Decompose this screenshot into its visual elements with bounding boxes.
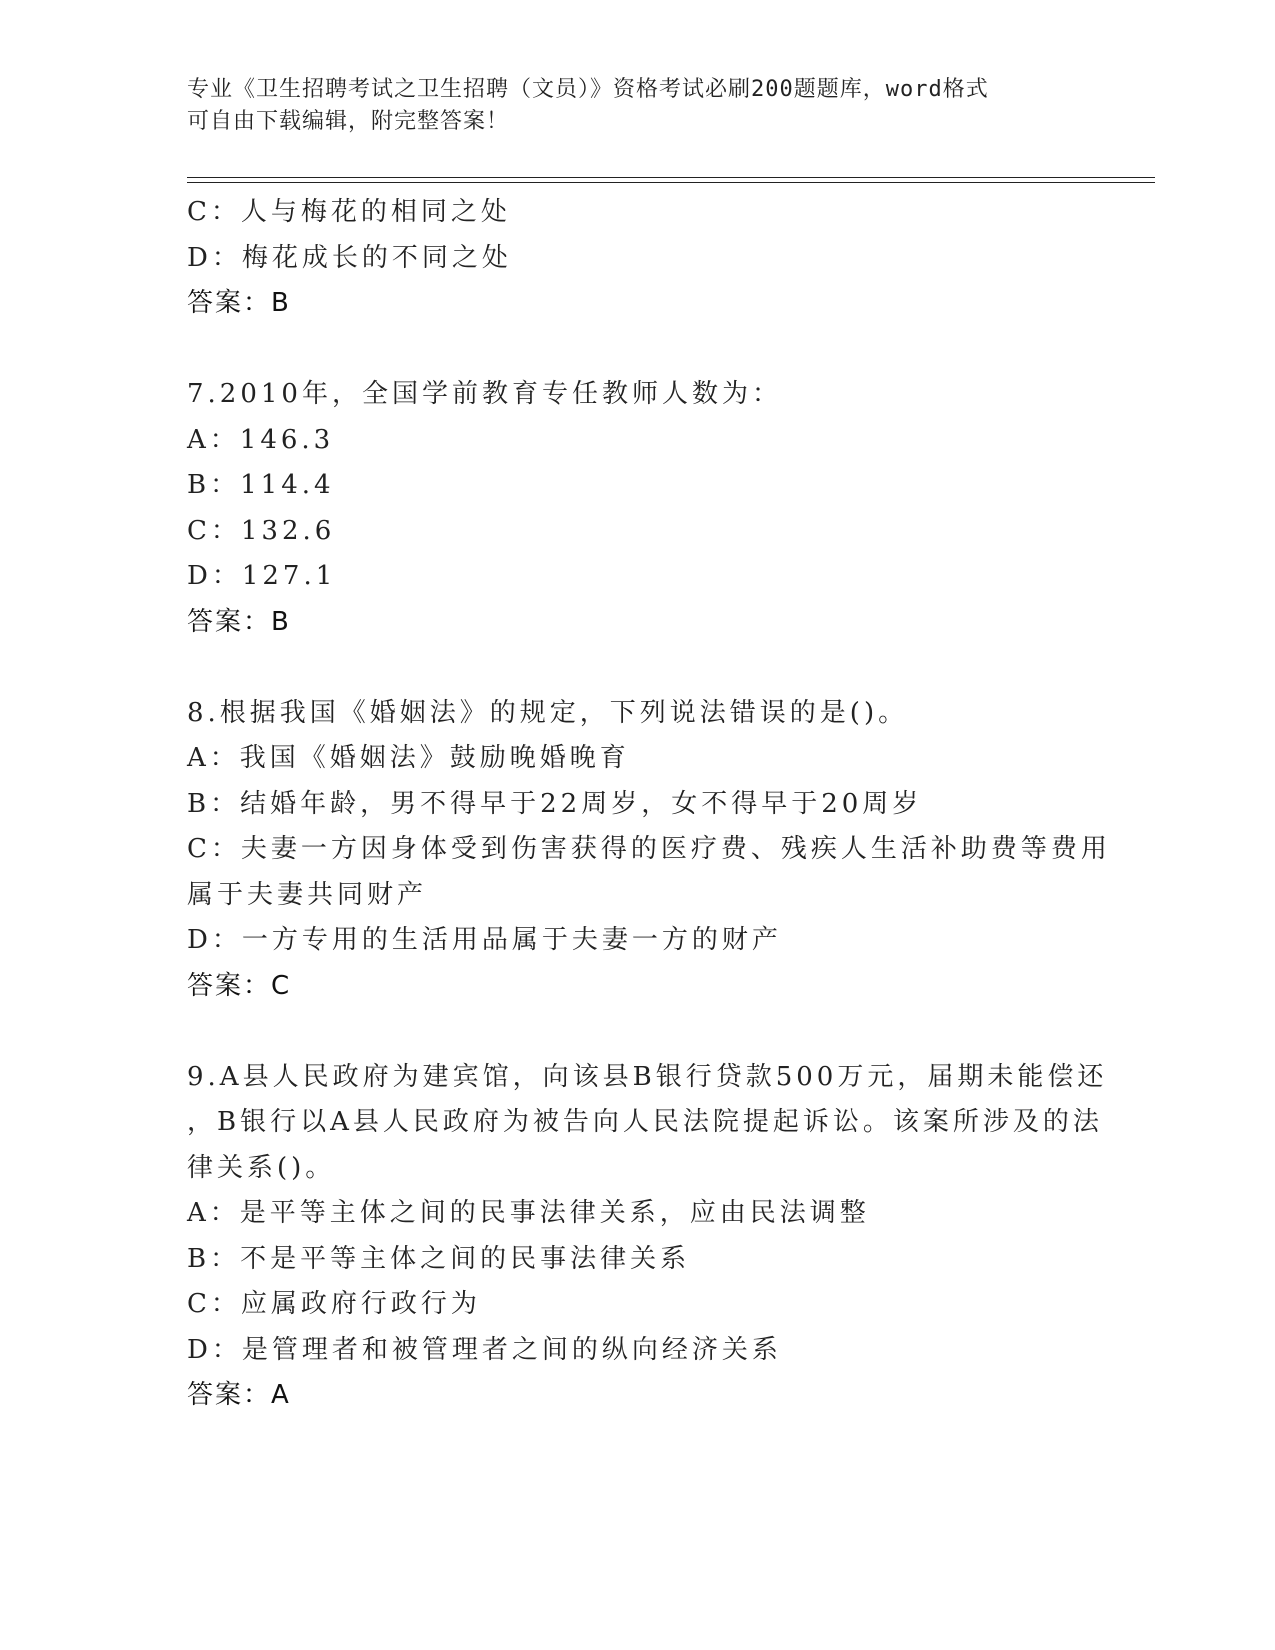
option-line: A：是平等主体之间的民事法律关系，应由民法调整 — [187, 1198, 870, 1228]
option-line: D：127.1 — [187, 561, 337, 591]
option-line: A：146.3 — [187, 424, 335, 455]
question-block — [187, 1055, 1108, 1419]
option-line: D：梅花成长的不同之处 — [187, 242, 512, 273]
header-line-1: 专业《卫生招聘考试之卫生招聘（文员）》资格考试必刷200题题库，word格式 — [187, 77, 989, 102]
answer-line: 答案：B — [187, 288, 291, 318]
spacer — [187, 1009, 1087, 1055]
option-line: D：是管理者和被管理者之间的纵向经济关系 — [187, 1334, 782, 1365]
option-line: A：我国《婚姻法》鼓励晚婚晚育 — [187, 743, 630, 773]
question-block — [187, 190, 1087, 327]
option-line: C：应属政府行政行为 — [187, 1289, 481, 1319]
spacer — [187, 645, 1087, 691]
question-stem-continued: ，B银行以A县人民政府为被告向人民法院提起诉讼。该案所涉及的法 — [187, 1107, 1103, 1137]
document-body — [187, 190, 1111, 1419]
option-line: B：结婚年龄，男不得早于22周岁，女不得早于20周岁 — [187, 788, 923, 819]
option-line: C：132.6 — [187, 515, 336, 546]
header-line-2: 可自由下载编辑，附完整答案！ — [187, 109, 510, 134]
option-line: B：114.4 — [187, 470, 335, 500]
question-stem: 7.2010年，全国学前教育专任教师人数为： — [187, 379, 782, 409]
question-stem-continued: 律关系()。 — [187, 1152, 336, 1183]
header-rule-top — [187, 177, 1155, 178]
option-line: C：夫妻一方因身体受到伤害获得的医疗费、残疾人生活补助费等费用 — [187, 834, 1111, 864]
option-line-continued: 属于夫妻共同财产 — [187, 879, 428, 910]
document-header — [187, 74, 1077, 138]
header-rule-bottom — [187, 182, 1155, 183]
answer-line: 答案：B — [187, 606, 291, 637]
option-line: B：不是平等主体之间的民事法律关系 — [187, 1243, 691, 1274]
question-block — [187, 372, 1087, 645]
answer-line: 答案：A — [187, 1380, 291, 1410]
spacer — [187, 327, 1087, 373]
question-block — [187, 691, 1111, 1010]
option-line: C：人与梅花的相同之处 — [187, 197, 511, 227]
answer-line: 答案：C — [187, 970, 292, 1001]
question-stem: 9.A县人民政府为建宾馆，向该县B银行贷款500万元，届期未能偿还 — [187, 1061, 1108, 1092]
option-line: D：一方专用的生活用品属于夫妻一方的财产 — [187, 925, 782, 955]
question-stem: 8.根据我国《婚姻法》的规定，下列说法错误的是()。 — [187, 697, 909, 728]
